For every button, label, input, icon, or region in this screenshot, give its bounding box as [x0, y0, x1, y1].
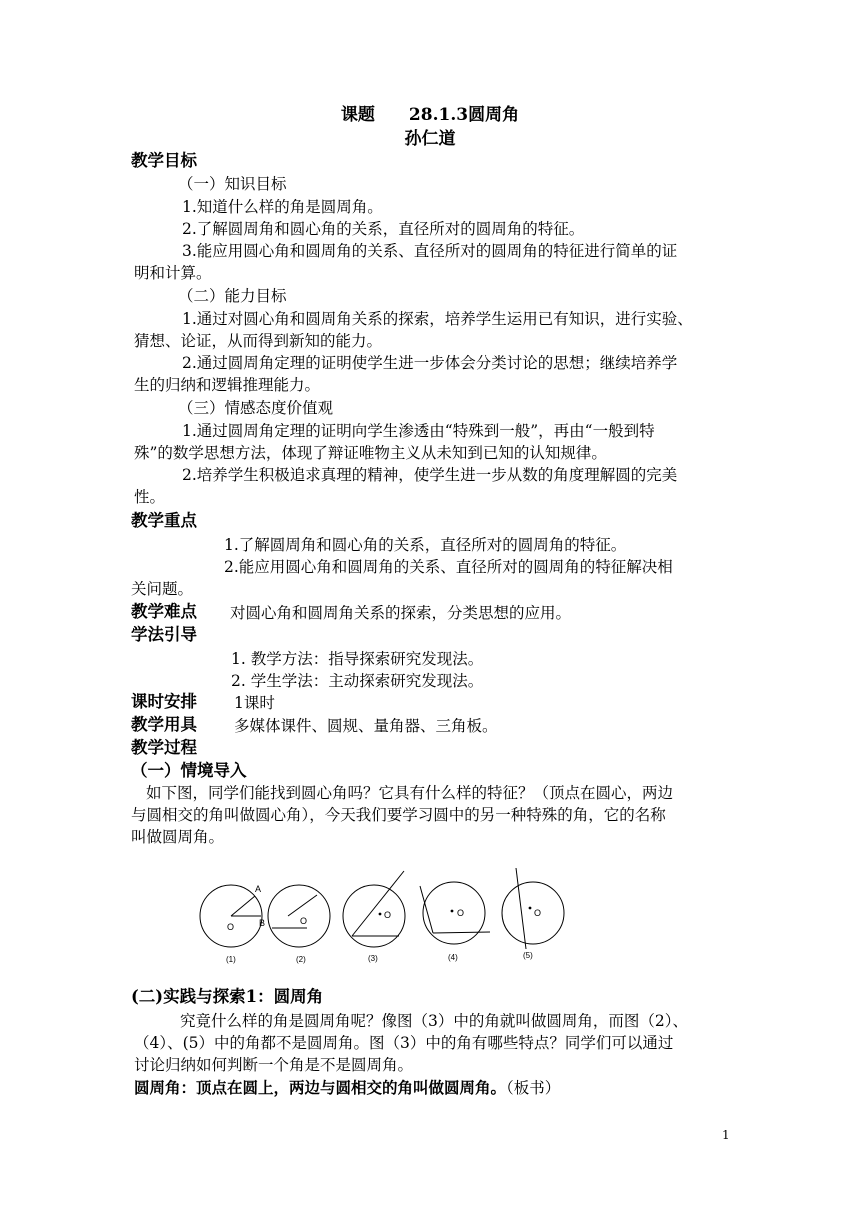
section-1-para-line-3: 叫做圆周角。: [131, 828, 225, 846]
ability-goal-2: 2.通过圆周角定理的证明使学生进一步体会分类讨论的思想；继续培养学: [182, 354, 678, 372]
method-heading: 学法引导: [131, 625, 197, 644]
focus-item-1: 1.了解圆周角和圆心角的关系，直径所对的圆周角的特征。: [224, 536, 627, 554]
section-1-para-line-2: 与圆相交的角叫做圆心角），今天我们要学习圆中的另一种特殊的角，它的名称: [131, 806, 666, 824]
figure-1-center-label: O: [227, 922, 235, 932]
lesson-title: 课题 28.1.3圆周角: [340, 105, 520, 125]
point-b-label: B: [259, 918, 266, 928]
figure-4-center-dot: [451, 910, 454, 913]
figure-4-ray-1: [420, 886, 433, 933]
figure-4-circle: [423, 882, 485, 944]
knowledge-goal-1: 1.知道什么样的角是圆周角。: [182, 198, 383, 216]
focus-item-2: 2.能应用圆心角和圆周角的关系、直径所对的圆周角的特征解决相: [224, 558, 673, 576]
figure-2-circle: [268, 885, 330, 947]
section-2-para-line-3: 讨论归纳如何判断一个角是不是圆周角。: [134, 1056, 414, 1074]
focus-heading: 教学重点: [131, 511, 197, 530]
emotion-goal-1-cont: 殊”的数学思想方法，体现了辩证唯物主义从未知到已知的认知规律。: [134, 444, 607, 462]
emotion-goal-2-cont: 性。: [134, 488, 166, 506]
method-item-1: 1. 教学方法：指导探索研究发现法。: [231, 650, 484, 668]
difficulty-heading: 教学难点: [131, 602, 197, 621]
figure-4-center-label: O: [457, 908, 465, 918]
focus-item-2-cont: 关问题。: [131, 580, 194, 598]
knowledge-goals-heading: （一）知识目标: [178, 175, 287, 193]
section-1-heading: （一）情境导入: [131, 761, 247, 780]
figure-3-ray-1: [352, 871, 404, 936]
figure-5-center-dot: [529, 907, 532, 910]
board-note: （板书）: [506, 1079, 561, 1097]
section-2-heading: (二)实践与探索1：圆周角: [131, 987, 324, 1006]
difficulty-text: 对圆心角和圆周角关系的探索，分类思想的应用。: [230, 604, 572, 622]
ability-goal-1: 1.通过对圆心角和圆周角关系的探索，培养学生运用已有知识，进行实验、: [182, 310, 693, 328]
figure-5-circle: [502, 882, 564, 944]
schedule-heading: 课时安排: [131, 692, 197, 711]
figure-5-line: [516, 868, 526, 949]
definition-line: [134, 1077, 560, 1099]
definition-text: 圆周角：顶点在圆上，两边与圆相交的角叫做圆周角。: [134, 1078, 507, 1097]
process-heading: 教学过程: [131, 738, 197, 757]
circle-angles-figure: [196, 868, 566, 968]
figure-5-caption: (5): [523, 951, 533, 960]
emotion-goal-2: 2.培养学生积极追求真理的精神，使学生进一步从数的角度理解圆的完美: [182, 466, 678, 484]
goals-heading: 教学目标: [131, 151, 197, 170]
figure-5-center-label: O: [534, 908, 542, 918]
method-item-2: 2. 学生学法：主动探索研究发现法。: [231, 672, 484, 690]
figure-3-center-dot: [379, 913, 382, 916]
emotion-goals-heading: （三）情感态度价值观: [178, 399, 334, 417]
figure-2-ray-2: [288, 895, 317, 916]
tools-text: 多媒体课件、圆规、量角器、三角板。: [234, 717, 498, 735]
figure-1-caption: (1): [226, 955, 236, 964]
figure-4-caption: (4): [448, 953, 458, 962]
section-2-para-line-1: 究竟什么样的角是圆周角呢？像图（3）中的角就叫做圆周角，而图（2）、: [180, 1012, 688, 1030]
figure-3-circle: [343, 885, 405, 947]
tools-heading: 教学用具: [131, 715, 197, 734]
point-a-label: A: [255, 884, 262, 894]
knowledge-goal-3: 3.能应用圆心角和圆周角的关系、直径所对的圆周角的特征进行简单的证: [182, 242, 678, 260]
figure-3-center-label: O: [384, 910, 392, 920]
knowledge-goal-2: 2.了解圆周角和圆心角的关系，直径所对的圆周角的特征。: [182, 220, 585, 238]
figure-2-caption: (2): [296, 955, 306, 964]
page-number: 1: [722, 1128, 730, 1142]
figure-3-caption: (3): [368, 954, 378, 963]
figure-1-ray-a: [231, 896, 255, 916]
figure-4-ray-2: [433, 932, 490, 933]
ability-goal-1-cont: 猜想、论证，从而得到新知的能力。: [134, 332, 383, 350]
knowledge-goal-3-cont: 明和计算。: [134, 264, 212, 282]
figure-2-center-label: O: [300, 916, 308, 926]
ability-goal-2-cont: 生的归纳和逻辑推理能力。: [134, 376, 321, 394]
section-2-para-line-2: （4）、(5）中的角都不是圆周角。图（3）中的角有哪些特点？同学们可以通过: [134, 1034, 674, 1052]
author-name: 孙仁道: [404, 129, 456, 149]
section-1-para-line-1: 如下图，同学们能找到圆心角吗？它具有什么样的特征？（顶点在圆心，两边: [146, 784, 674, 802]
emotion-goal-1: 1.通过圆周角定理的证明向学生渗透由“特殊到一般”，再由“一般到特: [182, 422, 655, 440]
schedule-text: 1课时: [234, 694, 275, 712]
ability-goals-heading: （二）能力目标: [178, 287, 287, 305]
